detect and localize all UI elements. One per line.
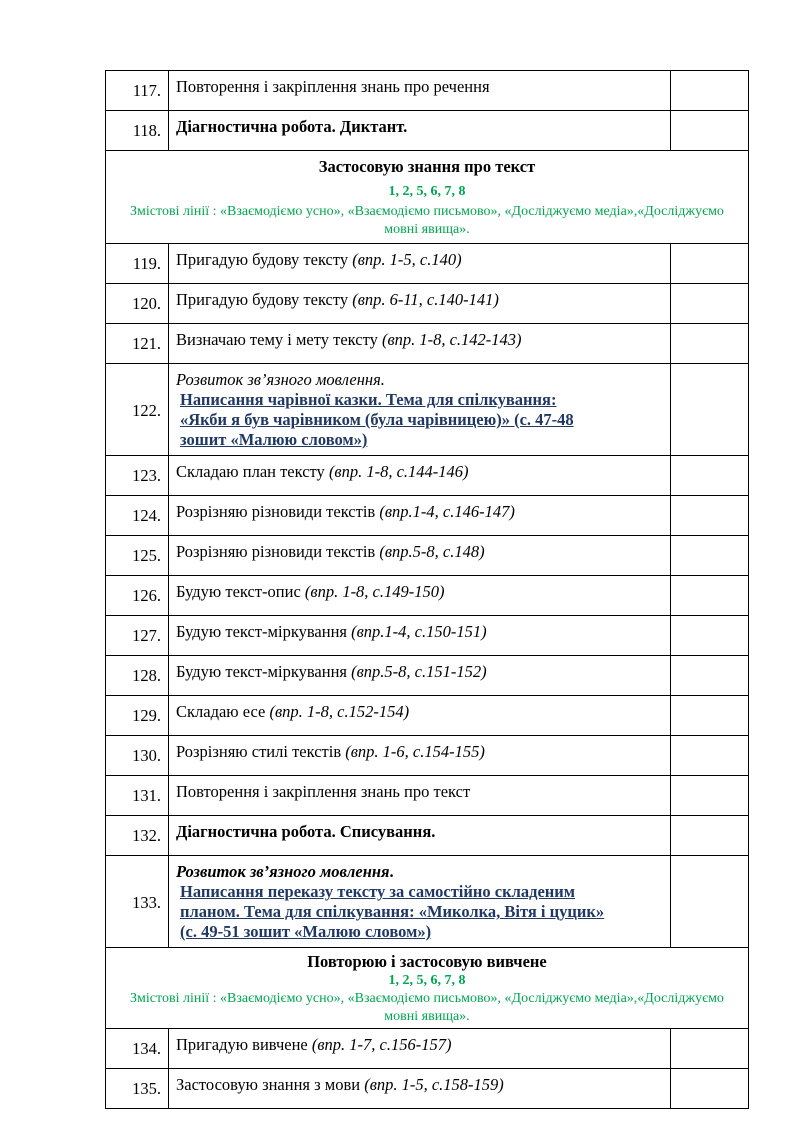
lesson-number: 126.: [106, 576, 169, 616]
lesson-number: 128.: [106, 656, 169, 696]
lesson-note-cell: [671, 364, 749, 456]
lesson-title: [169, 536, 671, 576]
table-row: [106, 536, 749, 576]
lesson-number: 120.: [106, 284, 169, 324]
table-row: [106, 284, 749, 324]
lesson-exercise-ref: (впр. 6-11, с.140-141): [352, 290, 499, 309]
lesson-number: 131.: [106, 776, 169, 816]
lesson-number: 118.: [106, 111, 169, 151]
lesson-title: [169, 496, 671, 536]
lesson-number: 123.: [106, 456, 169, 496]
section-codes: 1, 2, 5, 6, 7, 8: [388, 183, 466, 199]
lesson-number: 133.: [106, 856, 169, 948]
table-row: [106, 856, 749, 948]
lesson-exercise-ref: (впр.1-4, с.146-147): [379, 502, 515, 521]
lesson-title: [169, 696, 671, 736]
lesson-title: [169, 244, 671, 284]
lesson-heading: Розвиток зв’язного мовлення.: [176, 370, 385, 389]
lesson-title-text: Пригадую вивчене: [176, 1035, 308, 1054]
lesson-heading: Розвиток зв’язного мовлення: [176, 862, 390, 881]
lesson-title-text: Будую текст-міркування: [176, 622, 347, 641]
lesson-note-cell: [671, 244, 749, 284]
table-row: [106, 1069, 749, 1109]
lesson-title: [169, 1069, 671, 1109]
lesson-exercise-ref: (впр. 1-8, с.142-143): [381, 330, 522, 349]
table-row: [106, 616, 749, 656]
lesson-note-cell: [671, 1069, 749, 1109]
lesson-note-cell: [671, 736, 749, 776]
section-header: [106, 948, 749, 1029]
lesson-number: 129.: [106, 696, 169, 736]
lesson-title: [169, 736, 671, 776]
lesson-title: [169, 816, 671, 856]
section-row: [106, 948, 749, 1029]
lesson-title-text: Повторення і закріплення знань про текст: [176, 782, 471, 801]
lesson-note-cell: [671, 696, 749, 736]
lesson-note-cell: [671, 816, 749, 856]
lesson-note-cell: [671, 111, 749, 151]
lesson-number: 134.: [106, 1029, 169, 1069]
lesson-note-cell: [671, 536, 749, 576]
table-row: [106, 364, 749, 456]
lesson-note-cell: [671, 284, 749, 324]
table-row: [106, 816, 749, 856]
lesson-number: 132.: [106, 816, 169, 856]
section-codes: 1, 2, 5, 6, 7, 8: [388, 972, 466, 988]
section-content-lines: Змістові лінії : «Взаємодіємо усно», «Взаємодіємо письмово», «Досліджуємо медіа»,«Досліджуємо мовні явища».: [130, 990, 724, 1024]
table-row: [106, 71, 749, 111]
lesson-title: [169, 284, 671, 324]
section-title: Застосовую знання про текст: [318, 156, 536, 176]
lesson-note-cell: [671, 496, 749, 536]
lesson-exercise-ref: (впр. 1-7, с.156-157): [311, 1035, 452, 1054]
lesson-number: 125.: [106, 536, 169, 576]
table-row: [106, 776, 749, 816]
section-title: Повторюю і застосовую вивчене: [307, 951, 547, 971]
table-row: [106, 324, 749, 364]
lesson-title-text: Розрізняю різновиди текстів: [176, 502, 376, 521]
lesson-link-line[interactable]: Написання чарівної казки. Тема для спілкування:: [180, 390, 557, 409]
lesson-title: [169, 111, 671, 151]
lesson-number: 121.: [106, 324, 169, 364]
lesson-note-cell: [671, 324, 749, 364]
lesson-exercise-ref: (впр. 1-5, с.158-159): [364, 1075, 504, 1094]
table-row: [106, 576, 749, 616]
lesson-exercise-ref: (впр. 1-8, с.152-154): [269, 702, 410, 721]
lesson-title: [169, 656, 671, 696]
lesson-title-text: Будую текст-опис: [176, 582, 301, 601]
lesson-title-text: Пригадую будову тексту: [176, 250, 349, 269]
lesson-number: 130.: [106, 736, 169, 776]
lesson-number: 119.: [106, 244, 169, 284]
lesson-number: 117.: [106, 71, 169, 111]
table-row: [106, 456, 749, 496]
lesson-title-text: Діагностична робота. Списування.: [176, 822, 436, 841]
lesson-note-cell: [671, 656, 749, 696]
lesson-link-line[interactable]: (с. 49-51 зошит «Малюю словом»): [180, 922, 432, 941]
lesson-title-text: Складаю план тексту: [176, 462, 325, 481]
lesson-exercise-ref: (впр.1-4, с.150-151): [351, 622, 487, 641]
lesson-note-cell: [671, 616, 749, 656]
table-row: [106, 111, 749, 151]
lesson-heading-dot: .: [389, 862, 394, 881]
lesson-title-text: Застосовую знання з мови: [176, 1075, 361, 1094]
lesson-number: 135.: [106, 1069, 169, 1109]
table-row: [106, 656, 749, 696]
lesson-title: [169, 324, 671, 364]
lesson-title-text: Повторення і закріплення знань про речення: [176, 77, 490, 96]
lesson-title: [169, 71, 671, 111]
lesson-exercise-ref: (впр. 1-5, с.140): [352, 250, 462, 269]
lesson-note-cell: [671, 856, 749, 948]
lesson-number: 122.: [106, 364, 169, 456]
lesson-title: [169, 776, 671, 816]
table-row: [106, 736, 749, 776]
lesson-title-text: Розрізняю стилі текстів: [176, 742, 342, 761]
table-row: [106, 1029, 749, 1069]
lesson-number: 127.: [106, 616, 169, 656]
section-header: [106, 151, 749, 244]
lesson-title: [169, 456, 671, 496]
lesson-title: [169, 1029, 671, 1069]
lesson-title: [169, 364, 671, 456]
table-row: [106, 496, 749, 536]
lesson-title-text: Пригадую будову тексту: [176, 290, 349, 309]
lesson-title-text: Складаю есе: [176, 702, 266, 721]
lesson-exercise-ref: (впр. 1-6, с.154-155): [345, 742, 485, 761]
section-row: [106, 151, 749, 244]
lesson-note-cell: [671, 456, 749, 496]
lessons-table: [105, 70, 749, 1109]
section-content-lines: Змістові лінії : «Взаємодіємо усно», «Взаємодіємо письмово», «Досліджуємо медіа»,«Досліджуємо мовні явища».: [130, 203, 724, 237]
lesson-note-cell: [671, 776, 749, 816]
lesson-note-cell: [671, 576, 749, 616]
table-row: [106, 244, 749, 284]
table-row: [106, 696, 749, 736]
lesson-note-cell: [671, 71, 749, 111]
lesson-exercise-ref: (впр.5-8, с.148): [379, 542, 485, 561]
lesson-link-line[interactable]: Написання переказу тексту за самостійно складеним: [180, 882, 576, 901]
lesson-number: 124.: [106, 496, 169, 536]
lesson-title-text: Визначаю тему і мету тексту: [176, 330, 378, 349]
lesson-title-text: Розрізняю різновиди текстів: [176, 542, 376, 561]
lesson-exercise-ref: (впр. 1-8, с.144-146): [328, 462, 469, 481]
lesson-link-line[interactable]: «Якби я був чарівником (була чарівницею)» (с. 47-48: [180, 410, 574, 429]
lesson-link-line[interactable]: зошит «Малюю словом»): [180, 430, 368, 449]
lesson-title: [169, 616, 671, 656]
lesson-title-text: Будую текст-міркування: [176, 662, 347, 681]
lesson-exercise-ref: (впр.5-8, с.151-152): [351, 662, 487, 681]
lesson-title: [169, 576, 671, 616]
lesson-exercise-ref: (впр. 1-8, с.149-150): [304, 582, 445, 601]
lesson-title: [169, 856, 671, 948]
lesson-link-line[interactable]: планом. Тема для спілкування: «Миколка, Вітя і цуцик»: [180, 902, 605, 921]
lesson-title-text: Діагностична робота. Диктант.: [176, 117, 408, 136]
lesson-note-cell: [671, 1029, 749, 1069]
